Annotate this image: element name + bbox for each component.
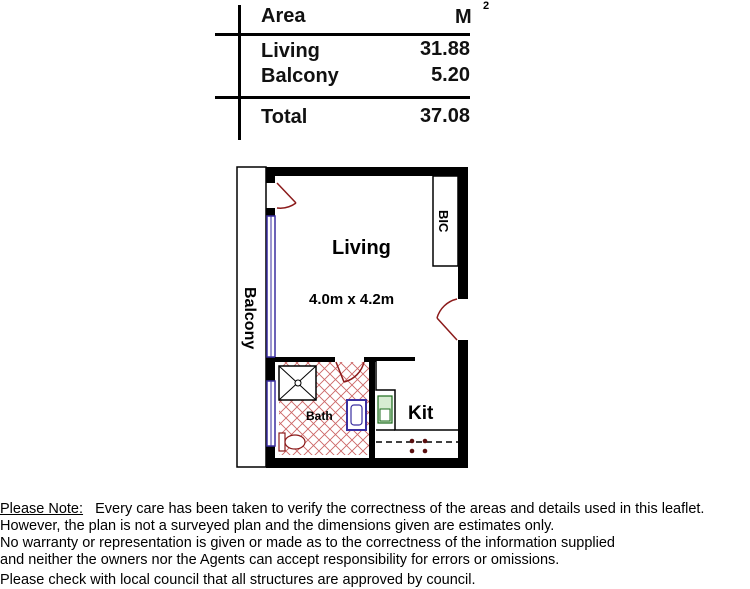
- area-total-value: 37.08: [419, 105, 470, 127]
- balcony-window-lower: [267, 381, 275, 446]
- note-line-3: No warranty or representation is given or made as to the correctness of the information supplied: [0, 535, 615, 551]
- area-header-label: Area: [261, 5, 306, 27]
- area-header-unit: M: [455, 6, 472, 28]
- kitchen-label: Kit: [408, 403, 434, 424]
- note-line-4: and neither the owners nor the Agents can accept responsibility for errors or omissions.: [0, 552, 560, 568]
- area-total-label: Total: [261, 106, 308, 128]
- kitchen-sink: [378, 396, 392, 423]
- balcony-door: [277, 183, 296, 208]
- area-row-value: 5.20: [431, 64, 470, 86]
- note-heading: Please Note:: [0, 501, 84, 517]
- balcony-label: Balcony: [241, 287, 258, 350]
- note-line-1: [0, 501, 704, 518]
- living-label: Living: [332, 237, 391, 259]
- note-line-5: Please check with local council that all structures are approved by council.: [0, 572, 476, 588]
- bath-label: Bath: [306, 409, 333, 423]
- entry-door: [437, 299, 457, 340]
- shower: [279, 366, 316, 400]
- note-line-1-text: Every care has been taken to verify the correctness of the areas and details used in this leaflet.: [95, 501, 705, 517]
- cooktop-icon: [410, 439, 428, 454]
- note-line-2: However, the plan is not a surveyed plan and the dimensions given are estimates only.: [0, 518, 555, 534]
- area-row-value: 31.88: [419, 38, 470, 60]
- disclaimer-notes: [0, 501, 704, 589]
- living-dimensions: 4.0m x 4.2m: [309, 291, 395, 308]
- vanity-basin: [347, 400, 366, 430]
- bic-label: BIC: [436, 210, 451, 233]
- area-row-label: Balcony: [261, 65, 339, 87]
- balcony-window-upper: [267, 216, 275, 357]
- area-header-unit-sup: 2: [483, 0, 490, 12]
- area-row-label: Living: [261, 40, 320, 62]
